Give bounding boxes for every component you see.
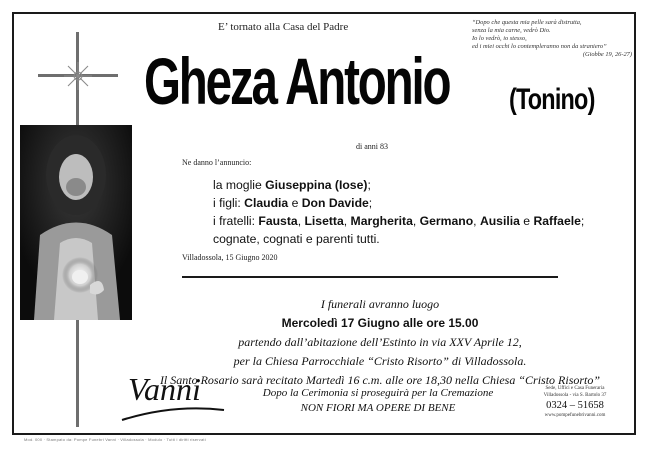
family-wife-line	[213, 176, 584, 194]
family-text: ;	[367, 178, 371, 192]
agency-info	[525, 385, 625, 419]
sibling-name: Fausta	[258, 214, 298, 228]
funeral-details	[132, 295, 628, 390]
child-name: Don Davide	[301, 196, 369, 210]
funeral-line: I funerali avranno luogo	[320, 297, 440, 311]
family-text: la moglie	[213, 178, 266, 192]
sibling-name: Margherita	[350, 214, 413, 228]
funeral-date: Mercoledì 17 Giugno alle ore 15.00	[281, 316, 479, 330]
sibling-name: Germano	[419, 214, 474, 228]
family-text: ,	[412, 214, 420, 228]
family-text: i fratelli:	[213, 214, 259, 228]
deceased-nickname: (Tonino)	[509, 83, 595, 116]
child-name: Claudia	[244, 196, 289, 210]
logo-swoosh-icon	[118, 400, 228, 424]
family-children-line	[213, 194, 584, 212]
divider-line	[182, 276, 558, 278]
quote-line: ed i miei occhi lo contempleranno non da straniero”	[472, 43, 607, 50]
announce-text: Ne danno l’annuncio:	[182, 158, 252, 167]
quote-line: “Dopo che questa mia pelle sarà distrutta,	[472, 19, 582, 26]
quote-line: Io lo vedrò, io stesso,	[472, 35, 527, 42]
family-text: ,	[473, 214, 480, 228]
place-date: Villadossola, 15 Giugno 2020	[182, 253, 278, 262]
closing-line: NON FIORI MA OPERE DI BENE	[300, 402, 456, 414]
family-text: i figli:	[213, 196, 245, 210]
closing-text	[248, 386, 508, 416]
family-siblings-line	[213, 212, 584, 230]
family-list	[213, 176, 584, 248]
wife-name: Giuseppina (Iose)	[265, 178, 368, 192]
family-text: ,	[343, 214, 351, 228]
agency-line: Sede, Uffici e Casa Funeraria	[545, 386, 605, 391]
intro-text: E’ tornato alla Casa del Padre	[218, 21, 349, 33]
bible-quote	[472, 19, 632, 59]
family-text: e	[519, 214, 534, 228]
sibling-name: Ausilia	[479, 214, 520, 228]
sacred-heart-portrait	[20, 125, 132, 320]
family-text: ;	[368, 196, 373, 210]
age-text: di anni 83	[356, 142, 388, 151]
family-text: ;	[580, 214, 585, 228]
deceased-name: Gheza Antonio	[144, 44, 450, 118]
funeral-line: Il Santo Rosario sarà recitato Martedì 16 c.m. alle ore 18,30 nella Chiesa “Cristo Risorto”	[159, 373, 601, 387]
funeral-line: per la Chiesa Parrocchiale “Cristo Risorto” di Villadossola.	[233, 354, 527, 368]
sibling-name: Raffaele	[533, 214, 581, 228]
quote-line: senza la mia carne, vedrò Dio.	[472, 27, 551, 34]
funeral-line: partendo dall’abitazione dell’Estinto in via XXV Aprile 12,	[238, 335, 522, 349]
family-text: e	[288, 196, 302, 210]
print-footer: Mod. 000 · Stampato da: Pompe Funebri Vanni · Villadossola · Modulo · Tutti i diritti riservati	[24, 437, 206, 442]
family-others-line: cognate, cognati e parenti tutti.	[213, 232, 380, 246]
agency-website: www.pompefunebrivanni.com	[544, 413, 606, 418]
quote-source: (Giobbe 19, 26-27)	[582, 51, 632, 58]
agency-address: Villadossola - via S. Bartolo 37	[543, 393, 607, 398]
agency-phone: 0324 – 51658	[546, 400, 604, 411]
closing-line: Dopo la Cerimonia si proseguirà per la Cremazione	[262, 387, 494, 399]
family-text: ,	[297, 214, 305, 228]
cross-star-icon	[62, 60, 94, 92]
agency-logo: Vanni	[128, 371, 201, 407]
sibling-name: Lisetta	[304, 214, 344, 228]
